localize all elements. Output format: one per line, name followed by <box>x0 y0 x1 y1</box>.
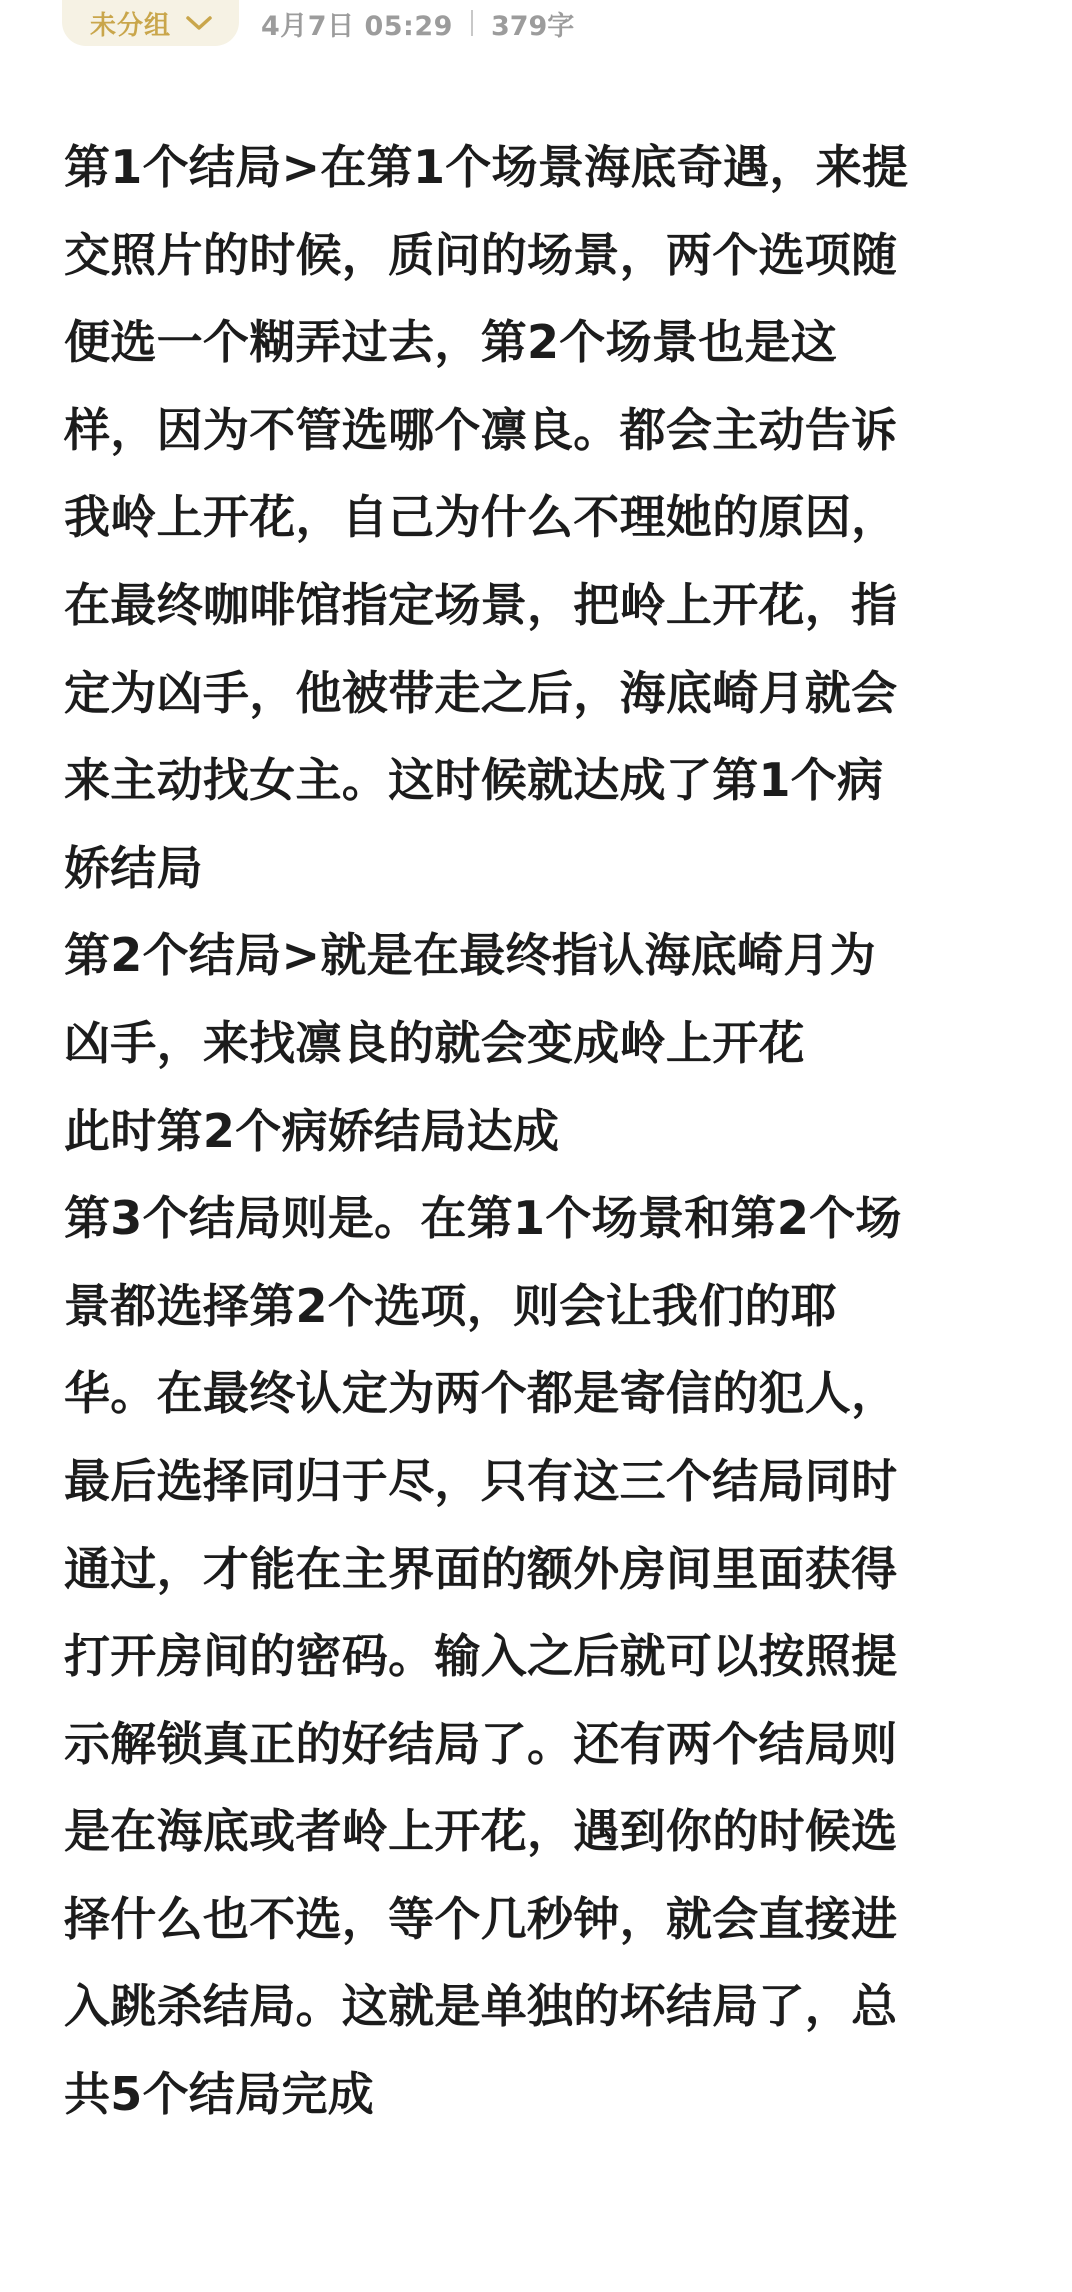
text-line: 定为凶手，他被带走之后，海底崎月就会 <box>64 665 898 720</box>
text-line: 交照片的时候，质问的场景，两个选项随 <box>64 227 898 282</box>
text-line: 最后选择同归于尽，只有这三个结局同时 <box>64 1453 898 1508</box>
note-body[interactable] <box>64 124 1009 2139</box>
text-line: 来主动找女主。这时候就达成了第1个病 <box>64 753 884 808</box>
text-line: 样，因为不管选哪个凛良。都会主动告诉 <box>64 402 898 457</box>
text-line: 共5个结局完成 <box>64 2067 375 2122</box>
word-count: 379字 <box>490 10 575 42</box>
text-line: 华。在最终认定为两个都是寄信的犯人， <box>64 1366 898 1421</box>
text-line: 择什么也不选，等个几秒钟，就会直接进 <box>64 1891 898 1946</box>
group-selector[interactable] <box>62 0 239 46</box>
text-line: 娇结局 <box>64 840 203 895</box>
note-date: 4月7日 05:29 <box>261 10 453 42</box>
group-label: 未分组 <box>90 10 172 41</box>
text-line: 入跳杀结局。这就是单独的坏结局了，总 <box>64 1979 898 2034</box>
meta-divider <box>471 10 473 36</box>
text-line: 第2个结局>就是在最终指认海底崎月为 <box>64 928 876 983</box>
text-line: 此时第2个病娇结局达成 <box>64 1103 560 1158</box>
text-line: 便选一个糊弄过去，第2个场景也是这 <box>64 315 838 370</box>
text-line: 通过，才能在主界面的额外房间里面获得 <box>64 1541 898 1596</box>
text-line: 第1个结局>在第1个场景海底奇遇，来提 <box>64 140 909 194</box>
text-line: 景都选择第2个选项，则会让我们的耶 <box>64 1278 838 1333</box>
text-line: 凶手，来找凛良的就会变成岭上开花 <box>64 1015 805 1070</box>
text-line: 是在海底或者岭上开花，遇到你的时候选 <box>64 1804 898 1859</box>
text-line: 在最终咖啡馆指定场景，把岭上开花，指 <box>64 577 898 632</box>
text-line: 我岭上开花，自己为什么不理她的原因， <box>64 490 898 545</box>
note-meta-bar <box>62 0 574 46</box>
text-line: 第3个结局则是。在第1个场景和第2个场 <box>64 1191 902 1246</box>
text-line: 打开房间的密码。输入之后就可以按照提 <box>64 1629 898 1684</box>
text-line: 示解锁真正的好结局了。还有两个结局则 <box>64 1716 898 1771</box>
chevron-down-icon <box>185 15 213 31</box>
